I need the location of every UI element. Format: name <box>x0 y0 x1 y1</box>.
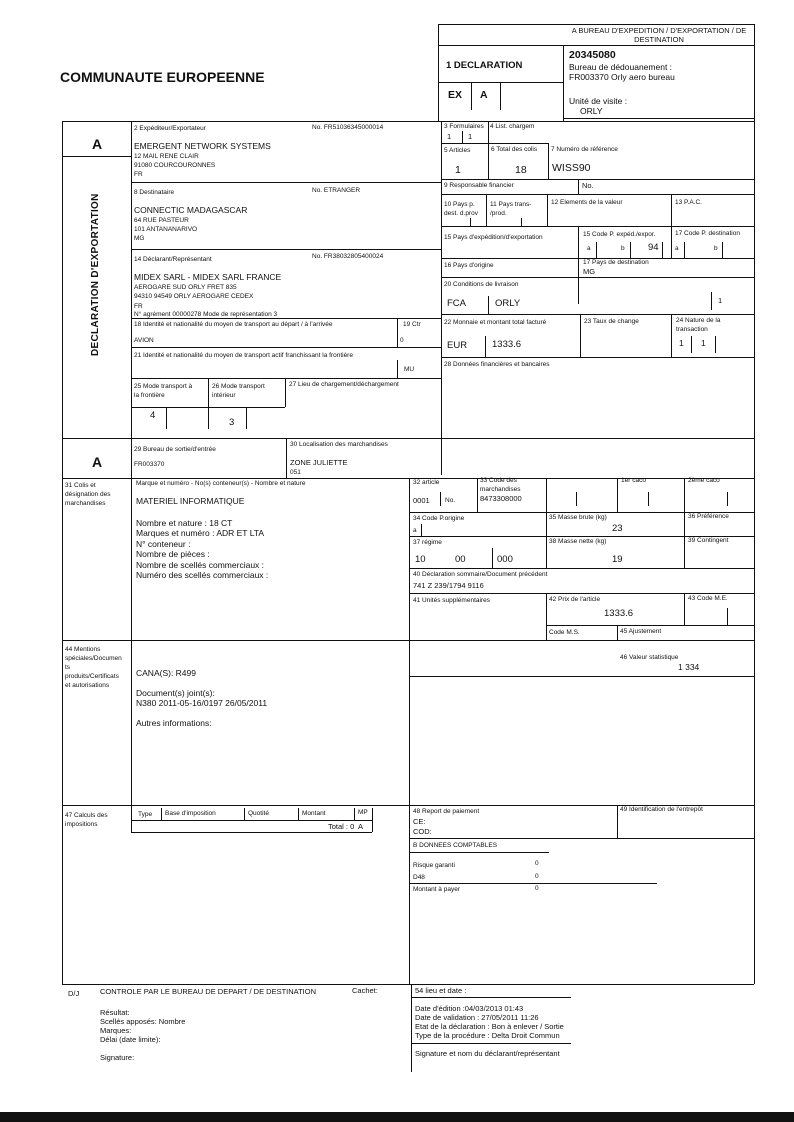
box15-code-b: b <box>621 245 625 252</box>
box26-label1: 26 Mode transport <box>212 383 265 390</box>
goods-line4: Nombre de pièces : <box>136 549 210 559</box>
box-a-title: A BUREAU D'EXPEDITION / D'EXPORTATION / DE DESTINATION <box>571 26 747 44</box>
box42-label: 42 Prix de l'article <box>549 596 601 603</box>
box31-label2: désignation des <box>65 491 111 498</box>
goods-line2: Marques et numéro : ADR ET LTA <box>136 528 265 538</box>
delivery-code: 1 <box>718 296 723 305</box>
bureau-label: Bureau de dédouanement : <box>569 62 673 72</box>
box17-code-label: 17 Code P. destination <box>675 230 740 237</box>
declaration-type-ex: EX <box>448 89 463 101</box>
d48-label: D48 <box>413 874 425 881</box>
goods-line5: Nombre de scellés commerciaux : <box>136 560 265 570</box>
box41-label: 41 Unités supplémentaires <box>413 597 490 604</box>
inland-transport-mode: 3 <box>229 417 235 428</box>
box10-label2: dest. d.prov <box>444 210 478 217</box>
exporter-name: EMERGENT NETWORK SYSTEMS <box>134 141 271 151</box>
border-transport-mode: 4 <box>150 410 156 421</box>
consignee-address1: 64 RUE PASTEUR <box>134 217 189 224</box>
risk-value: 0 <box>535 860 539 867</box>
gross-mass: 23 <box>612 523 623 534</box>
box3-label: 3 Formulaires <box>444 123 484 130</box>
box11-label1: 11 Pays trans- <box>490 201 532 208</box>
consignee-name: CONNECTIC MADAGASCAR <box>134 205 248 215</box>
box44-label4: produits/Certificats <box>65 673 119 680</box>
box10-label1: 10 Pays p. <box>444 201 475 208</box>
box54-line2: Date de validation : 27/05/2011 11:26 <box>415 1013 539 1022</box>
boxd-label: D/J <box>68 989 80 998</box>
box39-label: 39 Contingent <box>688 537 729 544</box>
tax-total: Total : 0 <box>328 822 355 831</box>
box43-label: 43 Code M.E. <box>688 595 728 602</box>
caco1-label: 1er caco <box>621 477 646 484</box>
net-mass: 19 <box>612 554 623 565</box>
goods-line3: N° conteneur : <box>136 539 191 549</box>
goods-location1: ZONE JULIETTE <box>290 458 348 467</box>
boxd-scelles: Scellés apposés: Nombre <box>100 1017 186 1026</box>
articles-value: 1 <box>455 164 461 176</box>
documents-label: Document(s) joint(s): <box>136 688 215 698</box>
procedure-code2: 00 <box>455 554 466 565</box>
box25-label2: la frontière <box>134 392 165 399</box>
declarant-address2: 94310 94549 ORLY AEROGARE CEDEX <box>134 293 254 300</box>
goods-location2: 051 <box>290 469 301 476</box>
tax-col-mp: MP <box>358 809 368 816</box>
goods-designation: MATERIEL INFORMATIQUE <box>136 496 245 506</box>
commodity-code: 8473308000 <box>480 494 522 503</box>
box28-label: 28 Données financières et bancaires <box>444 361 550 368</box>
box25-label1: 25 Mode transport à <box>134 383 193 390</box>
forms-value1: 1 <box>447 132 452 141</box>
caco2-label: 2ème caco <box>688 477 720 484</box>
box35-label: 35 Masse brute (kg) <box>549 514 607 521</box>
box54-line3: Etat de la déclaration : Bon à enlever / Sortie <box>415 1022 564 1031</box>
boxd-delai: Délai (date limite): <box>100 1035 161 1044</box>
exporter-address2: 91080 COURCOURONNES <box>134 162 216 169</box>
transport-departure: AVION <box>134 337 154 344</box>
side-letter-a-top: A <box>92 136 103 152</box>
declarant-name: MIDEX SARL - MIDEX SARL FRANCE <box>134 272 282 282</box>
packages-value: 18 <box>515 164 527 176</box>
boxb-label: B DONNEES COMPTABLES <box>413 842 498 849</box>
declarant-agrement: N° agrément 00000278 Mode de représentation 3 <box>134 311 278 318</box>
box14-label: 14 Déclarant/Représentant <box>134 256 212 263</box>
exporter-country: FR <box>134 171 143 178</box>
container-value: 0 <box>400 337 404 344</box>
codems-label: Code M.S. <box>549 629 580 636</box>
box8-number: No. ETRANGER <box>312 187 361 194</box>
boxd-title: CONTROLE PAR LE BUREAU DE DEPART / DE DESTINATION <box>100 987 317 996</box>
other-info: Autres informations: <box>136 718 212 728</box>
statistical-value: 1 334 <box>678 662 700 672</box>
box44-label2: spéciales/Documen <box>65 655 122 662</box>
box48-label: 48 Report de paiement <box>413 808 480 815</box>
box30-label: 30 Localisation des marchandises <box>290 441 388 448</box>
box24-label1: 24 Nature de la <box>676 317 721 324</box>
cana-value: CANA(S): R499 <box>136 668 196 678</box>
incoterm: FCA <box>447 298 466 309</box>
box54-line1: Date d'édition :04/03/2013 01:43 <box>415 1004 524 1013</box>
declaration-number: 20345080 <box>569 49 616 61</box>
transport-border-country: MU <box>404 366 415 373</box>
declaration-type-a: A <box>480 89 488 101</box>
scan-edge <box>0 1112 794 1122</box>
box33-label2: marchandises <box>480 486 521 493</box>
box9-number: No. <box>582 181 594 190</box>
article-no-label: No. <box>445 497 456 504</box>
box14-number: No. FR38032805400024 <box>312 253 384 260</box>
delivery-place: ORLY <box>495 298 521 309</box>
box54-label: 54 lieu et date : <box>415 986 467 995</box>
box29-label: 29 Bureau de sortie/d'entrée <box>134 446 216 453</box>
box54-line4: Type de la procédure : Delta Droit Commun <box>415 1031 560 1040</box>
destination-country: MG <box>583 267 596 276</box>
item-price: 1333.6 <box>604 608 634 619</box>
box49-label: 49 Identification de l'entrepôt <box>620 806 703 813</box>
procedure-code1: 10 <box>415 554 426 565</box>
bureau-value: FR003370 Orly aero bureau <box>569 72 675 82</box>
box4-label: 4 List. chargem <box>490 123 535 130</box>
d48-value: 0 <box>535 873 539 880</box>
box54-line5: Signature et nom du déclarant/représentant <box>415 1049 560 1058</box>
box31-label3: marchandises <box>65 500 106 507</box>
box18-label: 18 Identité et nationalité du moyen de transport au départ / à l'arrivée <box>134 321 333 328</box>
declarant-address1: AEROGARE SUD ORLY FRET 835 <box>134 284 237 291</box>
box46-label: 46 Valeur statistique <box>620 654 679 661</box>
box5-label: 5 Articles <box>444 147 471 154</box>
box15-label: 15 Pays d'expédition/d'exportation <box>444 234 543 241</box>
box15-code-label: 15 Code P. expéd./expor. <box>583 231 656 238</box>
box26-label2: intérieur <box>212 392 236 399</box>
box9-label: 9 Responsable financier <box>444 182 514 189</box>
box32-label: 32 article <box>413 479 440 486</box>
tax-total-a: A <box>358 822 364 831</box>
declaration-label: 1 DECLARATION <box>446 60 523 71</box>
transaction-code2: 1 <box>701 338 706 348</box>
box13-label: 13 P.A.C. <box>675 199 702 206</box>
boxd-marques: Marques: <box>100 1026 132 1035</box>
transaction-code1: 1 <box>679 338 684 348</box>
boxd-cachet: Cachet: <box>352 986 378 995</box>
box19-label: 19 Ctr <box>403 321 421 328</box>
box2-number: No. FR51036345000014 <box>312 124 384 131</box>
tax-col-type: Type <box>138 811 153 818</box>
tax-col-montant: Montant <box>302 810 326 817</box>
box36-label: 36 Préférence <box>688 513 729 520</box>
box22-label: 22 Monnaie et montant total facturé <box>444 319 547 326</box>
box47-label2: impositions <box>65 821 98 828</box>
box38-label: 38 Masse nette (kg) <box>549 538 607 545</box>
invoice-amount: 1333.6 <box>492 339 522 350</box>
box27-label: 27 Lieu de chargement/déchargement <box>289 381 399 388</box>
box33-label1: 33 Code des <box>480 477 517 484</box>
box21-label: 21 Identité et nationalité du moyen de transport actif franchissant la frontière <box>134 352 353 359</box>
box20-label: 20 Conditions de livraison <box>444 281 519 288</box>
consignee-country: MG <box>134 235 145 242</box>
box17-label: 17 Pays de destination <box>583 259 649 266</box>
side-letter-a-mid: A <box>92 454 103 470</box>
box44-label3: ts <box>65 664 71 671</box>
box12-label: 12 Elements de la valeur <box>551 199 623 206</box>
box48-ce: CE: <box>413 817 426 826</box>
box40-label: 40 Déclaration sommaire/Document précédent <box>413 571 548 578</box>
box7-label: 7 Numéro de référence <box>551 146 618 153</box>
box17-code-a: a <box>675 245 679 252</box>
exit-office: FR003370 <box>134 461 165 468</box>
goods-line1: Nombre et nature : 18 CT <box>136 518 233 528</box>
boxd-signature: Signature: <box>100 1053 135 1062</box>
box31-header: Marque et numéro - No(s) conteneur(s) - Nombre et nature <box>136 480 306 487</box>
boxd-resultat: Résultat: <box>100 1008 130 1017</box>
tax-col-base: Base d'imposition <box>165 810 216 817</box>
box8-label: 8 Destinataire <box>134 189 175 196</box>
page-title: COMMUNAUTE EUROPEENNE <box>60 69 265 85</box>
currency: EUR <box>447 340 468 351</box>
forms-value2: 1 <box>468 132 473 141</box>
article-number: 0001 <box>413 496 430 505</box>
amount-due-value: 0 <box>535 885 539 892</box>
box2-label: 2 Expéditeur/Exportateur <box>134 125 206 132</box>
risk-label: Risque garanti <box>413 862 455 869</box>
goods-line6: Numéro des scellés commerciaux : <box>136 570 269 580</box>
vertical-title: DECLARATION D'EXPORTATION <box>90 193 101 356</box>
box24-label2: transaction <box>676 326 708 333</box>
amount-due-label: Montant à payer <box>413 886 460 893</box>
documents-value: N380 2011-05-16/0197 26/05/2011 <box>136 698 268 708</box>
visa-value: ORLY <box>580 106 603 116</box>
box47-label1: 47 Calculs des <box>65 812 108 819</box>
box34-a: a <box>413 527 417 534</box>
box16-label: 16 Pays d'origine <box>444 262 494 269</box>
box11-label2: /prod. <box>490 210 507 217</box>
consignee-address2: 101 ANTANANARIVO <box>134 226 198 233</box>
procedure-code3: 000 <box>497 554 513 565</box>
box37-label: 37 régime <box>413 539 442 546</box>
box23-label: 23 Taux de change <box>584 318 639 325</box>
box34-label: 34 Code P.origine <box>413 515 465 522</box>
tax-col-quotite: Quotité <box>248 810 269 817</box>
box45-label: 45 Ajustement <box>620 628 662 635</box>
box17-code-b: b <box>714 245 718 252</box>
box44-label1: 44 Mentions <box>65 646 101 653</box>
exporter-address1: 12 MAIL RENE CLAIR <box>134 153 199 160</box>
previous-document: 741 Z 239/1794 9116 <box>413 581 484 590</box>
visa-label: Unité de visite : <box>569 96 628 106</box>
dispatch-country-code: 94 <box>648 242 659 253</box>
box6-label: 6 Total des colis <box>491 146 538 153</box>
reference-value: WISS90 <box>552 162 591 174</box>
box48-cod: COD: <box>413 827 432 836</box>
box31-label1: 31 Colis et <box>65 482 96 489</box>
declarant-country: FR <box>134 303 143 310</box>
box44-label5: et autorisations <box>65 682 110 689</box>
box15-code-a: a <box>587 245 591 252</box>
